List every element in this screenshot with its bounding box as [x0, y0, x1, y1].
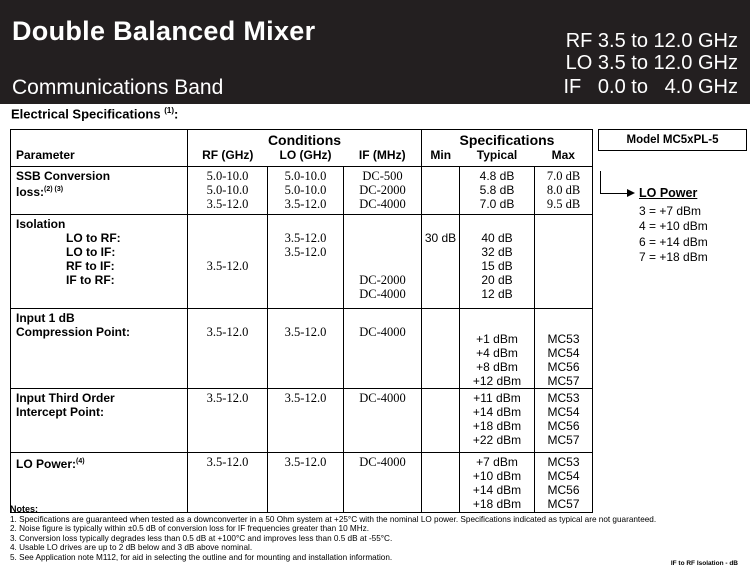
min-cell: [422, 308, 460, 388]
specs-heading: Electrical Specifications $^{(1)}$:: [11, 106, 179, 122]
col-typical: Typical: [460, 148, 535, 166]
rf-cell: 5.0-10.0 5.0-10.0 3.5-12.0: [188, 166, 268, 214]
typical-cell: +1 dBm +4 dBm +8 dBm +12 dBm: [460, 308, 535, 388]
lo-power-option: 6 = +14 dBm: [639, 235, 708, 249]
param-input-third-order-intercept: Input Third Order Intercept Point:: [11, 388, 188, 452]
rf-cell: 3.5-12.0: [188, 308, 268, 388]
rf-cell: 3.5-12.0: [188, 388, 268, 452]
lo-power-option: 4 = +10 dBm: [639, 219, 708, 233]
lo-cell: 3.5-12.0: [268, 452, 344, 512]
product-subtitle: Communications Band: [12, 76, 224, 99]
param-lo-power: LO Power:$^{(4)}$: [11, 452, 188, 512]
note-item: 5. See Application note M112, for aid in selecting the outline and for mounting and installation information.: [10, 552, 393, 562]
param-ssb-conversion-loss: SSB Conversion loss:$^{(2) (3)}$: [11, 166, 188, 214]
if-cell: DC-500 DC-2000 DC-4000: [344, 166, 422, 214]
lo-power-option: 3 = +7 dBm: [639, 204, 702, 218]
lo-power-heading: LO Power: [639, 186, 698, 200]
blank-corner: [11, 130, 188, 149]
min-cell: 30 dB: [422, 214, 460, 308]
typical-cell: 4.8 dB 5.8 dB 7.0 dB: [460, 166, 535, 214]
rf-cell: 3.5-12.0: [188, 452, 268, 512]
col-parameter: Parameter: [11, 148, 188, 166]
note-item: 1. Specifications are guaranteed when tested as a downconverter in a 50 Ohm system at +25°C with the nominal LO power. Specifications indicated as typical are not guaranteed.: [10, 514, 657, 524]
if-range: IF 0.0 to 4.0 GHz: [563, 76, 738, 98]
col-lo: LO (GHz): [268, 148, 344, 166]
col-min: Min: [422, 148, 460, 166]
table-row: [11, 452, 593, 512]
typical-cell: +7 dBm +10 dBm +14 dBm +18 dBm: [460, 452, 535, 512]
note-item: 4. Usable LO drives are up to 2 dB below and 3 dB above nominal.: [10, 543, 253, 552]
lo-cell: 5.0-10.0 5.0-10.0 3.5-12.0: [268, 166, 344, 214]
footer-chart-label: IF to RF Isolation - dB: [670, 560, 738, 567]
conditions-group-header: Conditions: [188, 130, 422, 149]
col-max: Max: [535, 148, 593, 166]
if-cell: DC-4000: [344, 308, 422, 388]
max-cell: MC53 MC54 MC56 MC57: [535, 308, 593, 388]
notes-heading: Notes:: [10, 504, 39, 514]
min-cell: [422, 166, 460, 214]
if-cell: DC-4000: [344, 452, 422, 512]
header-banner: [0, 0, 750, 104]
typical-cell: 40 dB 32 dB 15 dB 20 dB 12 dB: [460, 214, 535, 308]
max-cell: MC53 MC54 MC56 MC57: [535, 388, 593, 452]
param-isolation: Isolation LO to RF: LO to IF: RF to IF: IF to RF:: [11, 214, 188, 308]
arrow-line-icon: [600, 193, 628, 194]
lo-cell: 3.5-12.0: [268, 388, 344, 452]
max-cell: 7.0 dB 8.0 dB 9.5 dB: [535, 166, 593, 214]
if-cell: DC-2000 DC-4000: [344, 214, 422, 308]
typical-cell: +11 dBm +14 dBm +18 dBm +22 dBm: [460, 388, 535, 452]
col-rf: RF (GHz): [188, 148, 268, 166]
max-cell: MC53 MC54 MC56 MC57: [535, 452, 593, 512]
lo-power-option: 7 = +18 dBm: [639, 250, 708, 264]
arrow-right-icon: [627, 189, 635, 197]
notes-section: [10, 505, 656, 562]
col-if: IF (MHz): [344, 148, 422, 166]
if-cell: DC-4000: [344, 388, 422, 452]
max-cell: [535, 214, 593, 308]
table-row: [11, 308, 593, 388]
table-row: [11, 166, 593, 214]
model-number-box: Model MC5xPL-5: [598, 129, 747, 151]
lo-cell: 3.5-12.0: [268, 308, 344, 388]
note-item: 2. Noise figure is typically within ±0.5 dB of conversion loss for IF frequencies greater than 10 MHz.: [10, 524, 369, 533]
table-row: [11, 388, 593, 452]
spec-table: [10, 129, 593, 513]
param-input-1db-compression: Input 1 dB Compression Point:: [11, 308, 188, 388]
table-row: [11, 214, 593, 308]
arrow-line-icon: [600, 171, 601, 193]
min-cell: [422, 452, 460, 512]
rf-cell: 3.5-12.0: [188, 214, 268, 308]
lo-cell: 3.5-12.0 3.5-12.0: [268, 214, 344, 308]
product-title: Double Balanced Mixer: [12, 16, 316, 46]
min-cell: [422, 388, 460, 452]
specifications-group-header: Specifications: [422, 130, 593, 149]
note-item: 3. Conversion loss typically degrades less than 0.5 dB at +100°C and improves less than 0.5 dB at -55°C.: [10, 533, 393, 543]
lo-range: LO 3.5 to 12.0 GHz: [565, 52, 738, 74]
rf-range: RF 3.5 to 12.0 GHz: [565, 30, 738, 52]
